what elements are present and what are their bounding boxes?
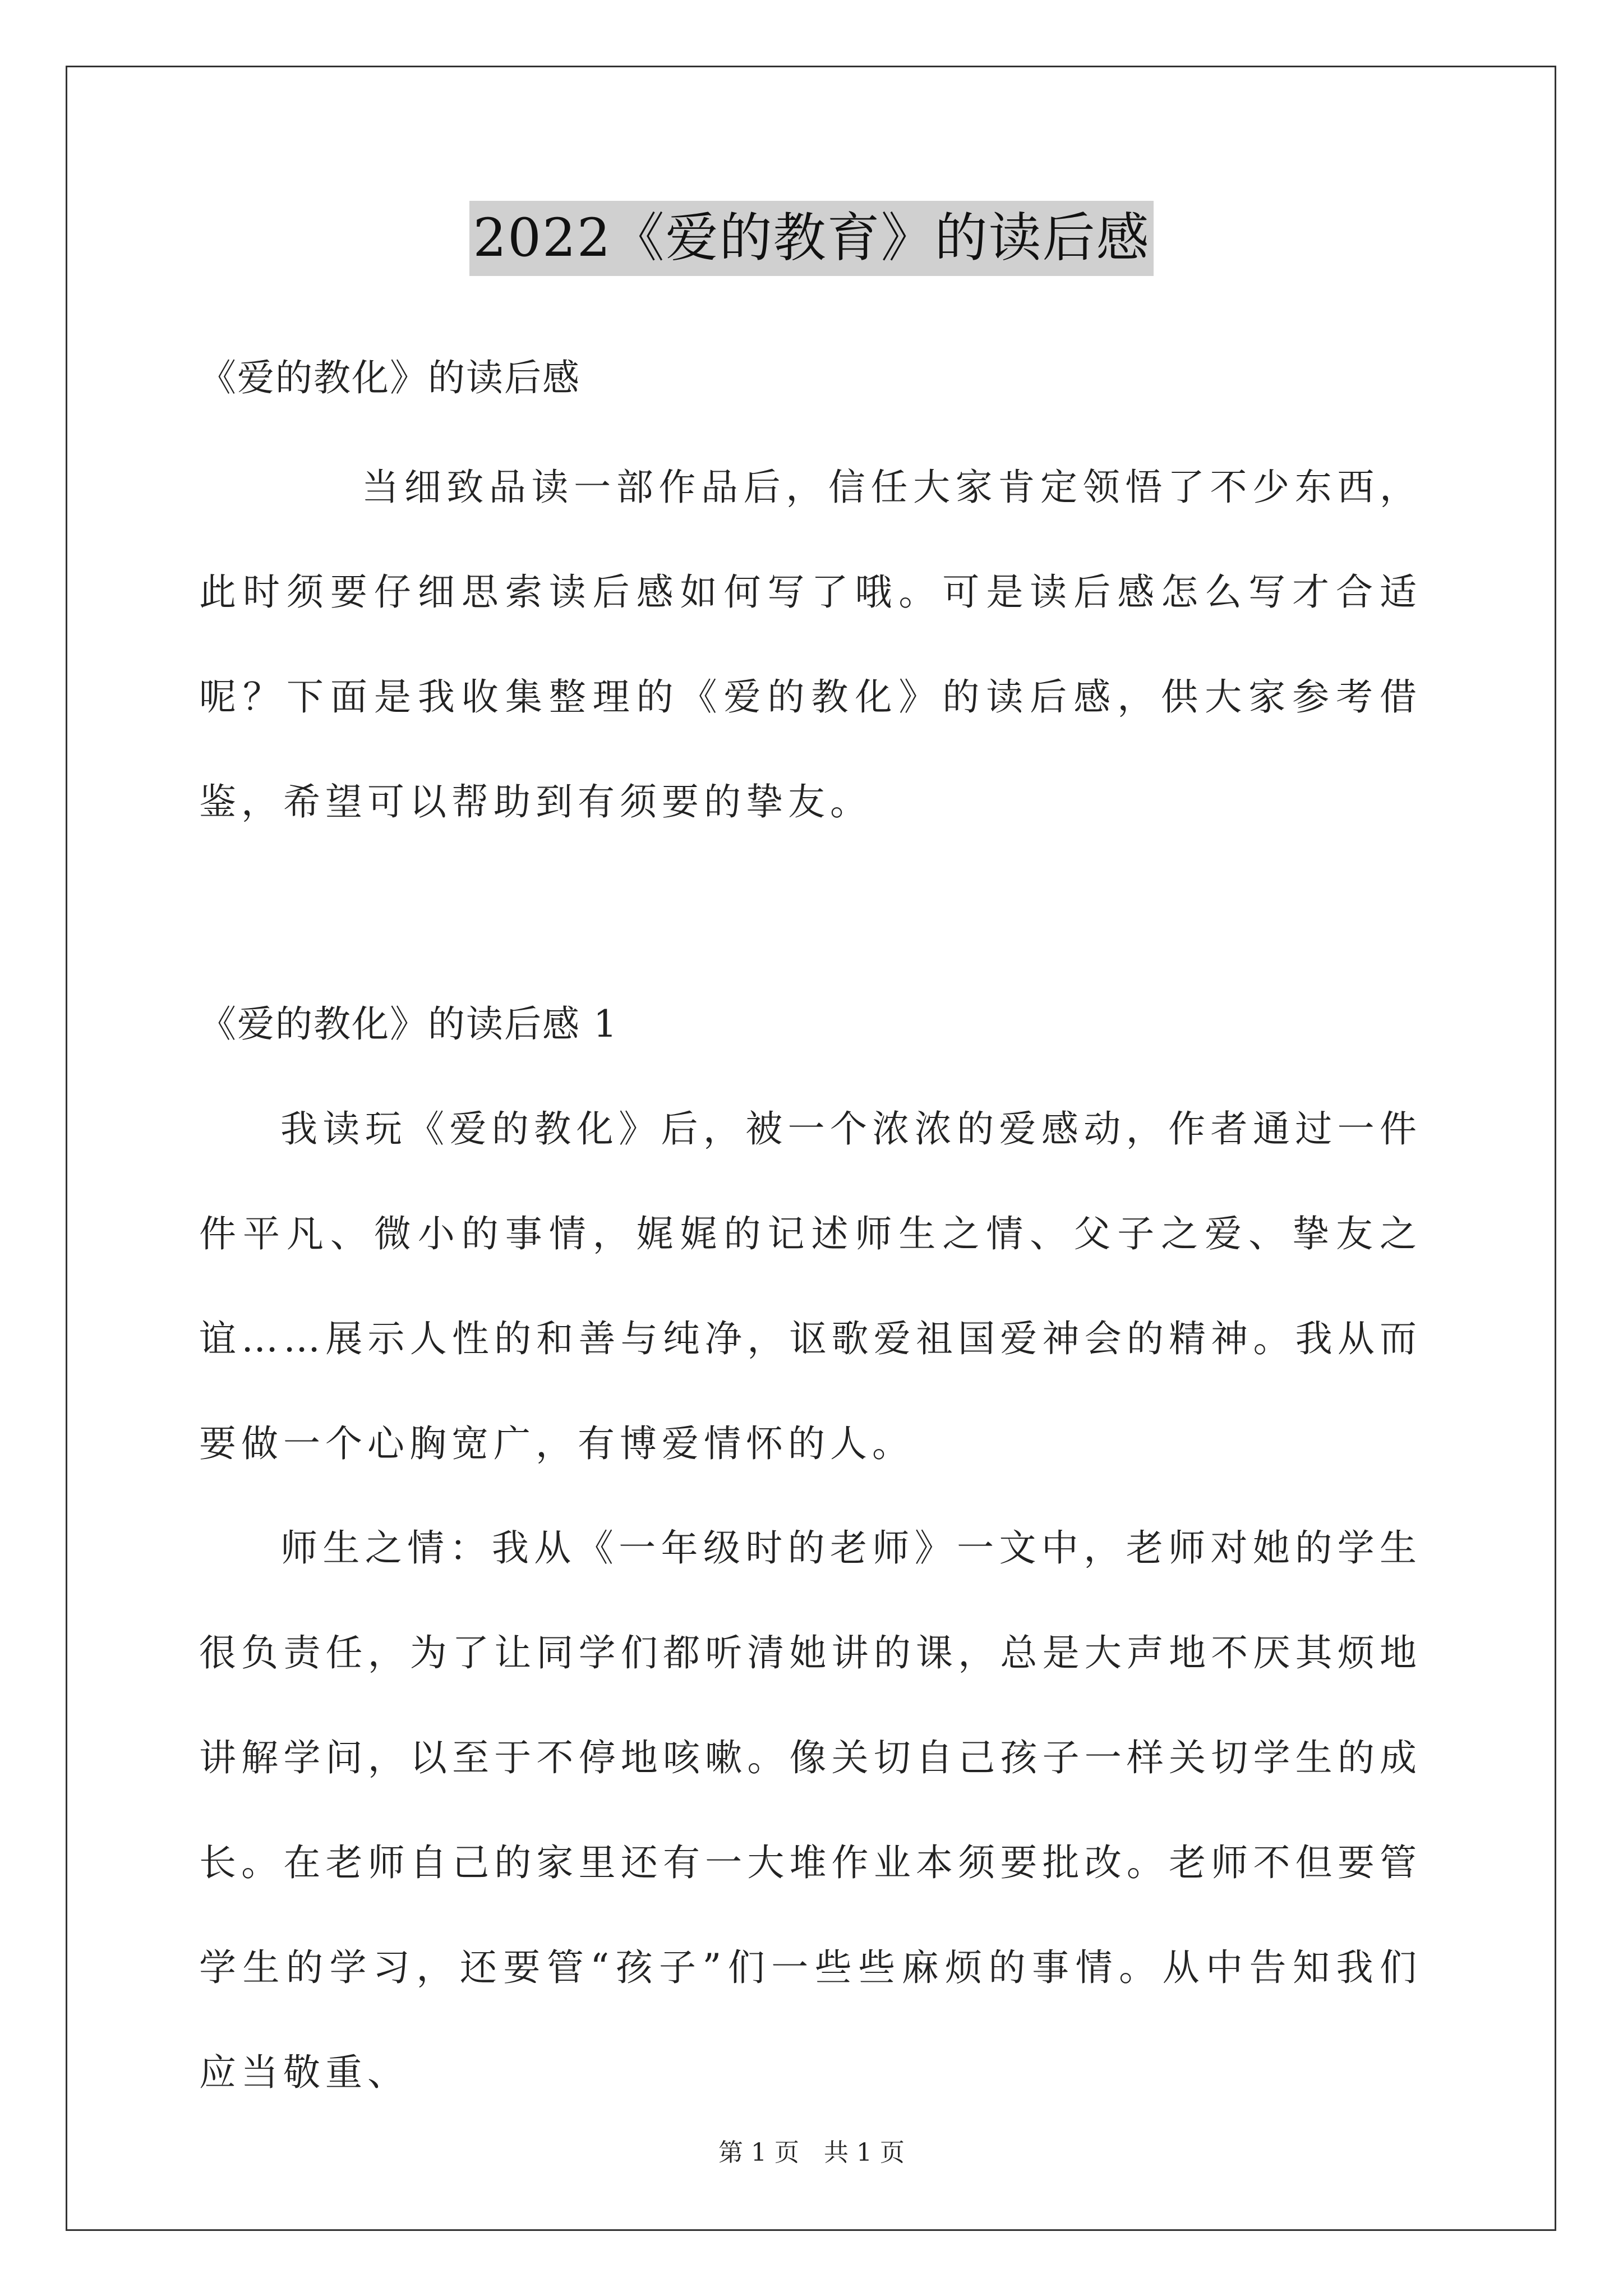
title-container — [0, 201, 1623, 276]
body-paragraph: 我读玩《爱的教化》后，被一个浓浓的爱感动，作者通过一件件平凡、微小的事情，娓娓的记述师生之情、父子之爱、挚友之谊……展示人性的和善与纯净，讴歌爱祖国爱神会的精神。我从而要做一个心胸宽广，有博爱情怀的人。 — [199, 1107, 1422, 1465]
document-title: 2022《爱的教育》的读后感 — [469, 201, 1153, 276]
body-paragraph: 师生之情：我从《一年级时的老师》一文中，老师对她的学生很负责任，为了让同学们都听清她讲的课，总是大声地不厌其烦地讲解学问，以至于不停地咳嗽。像关切自己孩子一样关切学生的成长。在老师自己的家里还有一大堆作业本须要批改。老师不但要管学生的学习，还要管“孩子”们一些些麻烦的事情。从中告知我们应当敬重、 — [199, 1526, 1422, 2094]
subtitle: 《爱的教化》的读后感 — [199, 356, 580, 399]
page-number-footer: 第 1 页 共 1 页 — [718, 2138, 905, 2167]
intro-paragraph: 当细致品读一部作品后，信任大家肯定领悟了不少东西，此时须要仔细思索读后感如何写了哦。可是读后感怎么写才合适呢？下面是我收集整理的《爱的教化》的读后感，供大家参考借鉴，希望可以帮助到有须要的挚友。 — [199, 466, 1422, 823]
section-heading: 《爱的教化》的读后感 1 — [199, 1002, 618, 1046]
